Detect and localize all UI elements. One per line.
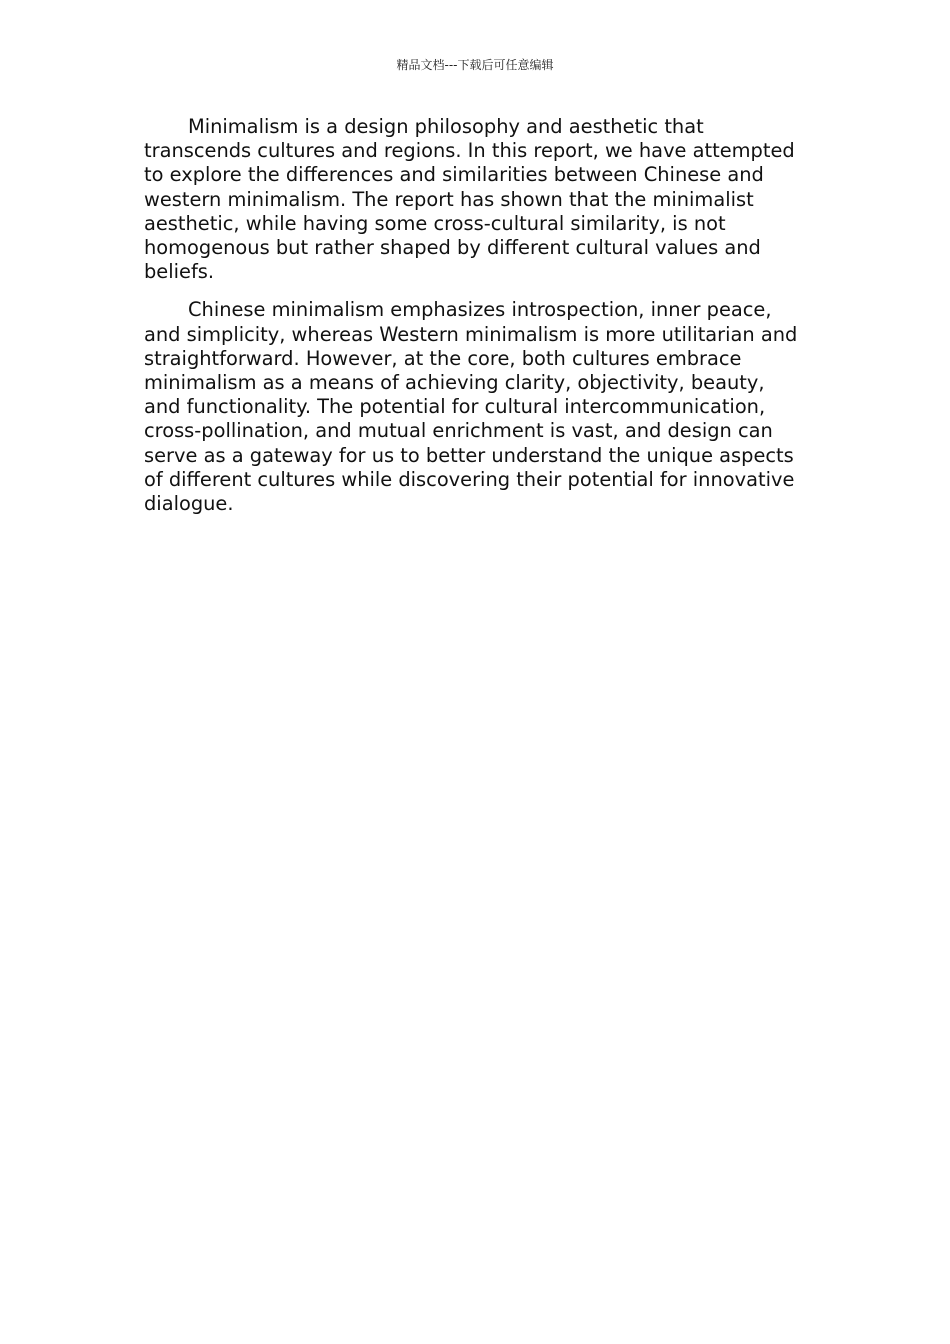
- paragraph-2: Chinese minimalism emphasizes introspection, inner peace, and simplicity, whereas Western minimalism is more utilitarian and straightforward. However, at the core, both cultures embrace minimalism as a means of achieving clarity, objectivity, beauty, and functionality. The potential for cultural intercommunication, cross-pollination, and mutual enrichment is vast, and design can serve as a gateway for us to better understand the unique aspects of different cultures while discovering their potential for innovative dialogue.: [144, 298, 798, 516]
- paragraph-1: Minimalism is a design philosophy and aesthetic that transcends cultures and regions. In this report, we have attempted to explore the differences and similarities between Chinese and western minimalism. The report has shown that the minimalist aesthetic, while having some cross-cultural similarity, is not homogenous but rather shaped by different cultural values and beliefs.: [144, 115, 795, 284]
- page-header: 精品文档---下载后可任意编辑: [396, 58, 554, 72]
- document-body: [144, 115, 804, 530]
